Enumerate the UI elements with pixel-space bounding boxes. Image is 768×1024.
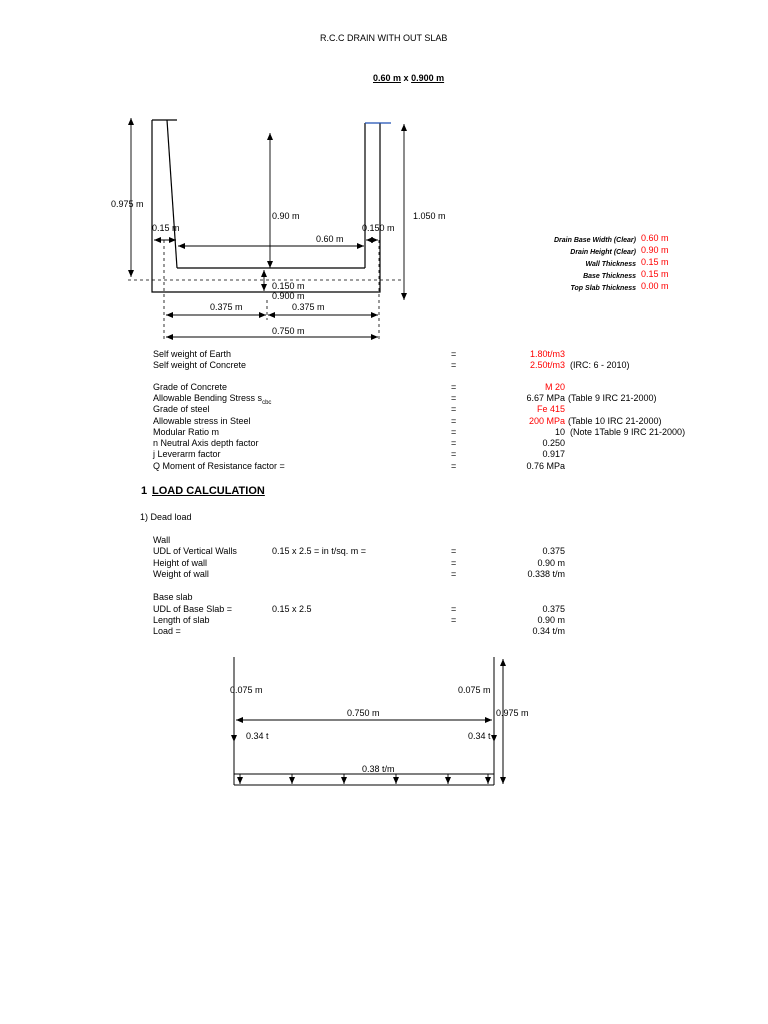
prop-note: (Table 9 IRC 21-2000) — [568, 393, 657, 403]
prop-note: (IRC: 6 - 2010) — [570, 360, 630, 370]
input-legend — [520, 233, 680, 293]
wall-row-label: Height of wall — [153, 558, 208, 568]
wall-row-eq: = — [451, 558, 457, 568]
dead-load-heading: 1) Dead load — [140, 512, 192, 522]
prop-label: Self weight of Earth — [153, 349, 232, 359]
label-right-offset: 0.075 m — [458, 685, 491, 695]
legend-label: Drain Height (Clear) — [570, 249, 636, 256]
prop-eq: = — [451, 416, 457, 426]
label-dim-900: 0.900 m — [272, 291, 305, 301]
base-row-eq: = — [451, 604, 457, 614]
label-right-load: 0.34 t — [468, 731, 491, 741]
prop-eq: = — [451, 360, 457, 370]
prop-label: Modular Ratio m — [153, 427, 220, 437]
prop-value: 1.80t/m3 — [529, 349, 565, 359]
base-row-formula: 0.15 x 2.5 — [272, 604, 312, 614]
prop-eq: = — [451, 427, 457, 437]
prop-eq: = — [451, 404, 457, 414]
legend-value: 0.15 m — [641, 257, 669, 267]
label-left-height: 0.975 m — [111, 199, 144, 209]
prop-value: M 20 — [544, 382, 565, 392]
label-right-wall: 0.150 m — [362, 223, 395, 233]
prop-label: Grade of steel — [153, 404, 210, 414]
prop-label: Self weight of Concrete — [153, 360, 247, 370]
legend-label: Wall Thickness — [585, 261, 636, 268]
wall-row-value: 0.90 m — [537, 558, 565, 568]
udl-arrows — [240, 774, 488, 784]
prop-note: (Table 10 IRC 21-2000) — [568, 416, 662, 426]
label-clear-width: 0.60 m — [316, 234, 344, 244]
base-row-value: 0.90 m — [537, 615, 565, 625]
wall-row-label: Weight of wall — [153, 569, 209, 579]
drain-width: 0.60 m — [373, 73, 402, 83]
prop-label: j Leverarm factor — [153, 449, 221, 459]
wall-row-value: 0.338 t/m — [527, 569, 565, 579]
drain-height: 0.900 m — [411, 73, 445, 83]
prop-eq: = — [451, 382, 457, 392]
legend-value: 0.15 m — [641, 269, 669, 279]
base-row-value: 0.34 t/m — [532, 626, 565, 636]
wall-row-formula: 0.15 x 2.5 = in t/sq. m = — [272, 546, 367, 556]
base-row-label: Load = — [153, 626, 181, 636]
section-number: 1 — [141, 485, 148, 497]
prop-eq: = — [451, 461, 457, 471]
prop-eq: = — [451, 438, 457, 448]
wall-row-value: 0.375 — [542, 546, 565, 556]
prop-value: 0.250 — [542, 438, 565, 448]
drain-size-x: x — [403, 73, 409, 83]
prop-label-text: Allowable Bending Stress s — [153, 393, 263, 403]
prop-eq: = — [451, 449, 457, 459]
prop-note: (Note 1Table 9 IRC 21-2000) — [570, 427, 686, 437]
prop-label: Grade of Concrete — [153, 382, 228, 392]
prop-value: Fe 415 — [536, 404, 565, 414]
label-left-wall: 0.15 m — [152, 223, 180, 233]
label-height: 0.975 m — [496, 708, 529, 718]
prop-label-sub: cbc — [262, 399, 272, 406]
legend-label: Base Thickness — [583, 273, 636, 280]
prop-eq: = — [451, 349, 457, 359]
label-base-thk: 0.150 m — [272, 281, 305, 291]
wall-row-label: UDL of Vertical Walls — [153, 546, 237, 556]
base-row-label: Length of slab — [153, 615, 210, 625]
legend-value: 0.60 m — [641, 233, 669, 243]
label-span: 0.750 m — [347, 708, 380, 718]
wall-heading: Wall — [153, 535, 171, 545]
legend-value: 0.90 m — [641, 245, 669, 255]
base-heading: Base slab — [153, 592, 193, 602]
label-total: 0.750 m — [272, 326, 305, 336]
label-udl: 0.38 t/m — [362, 764, 395, 774]
legend-label: Top Slab Thickness — [570, 285, 636, 292]
prop-value: 6.67 MPa — [526, 393, 565, 403]
wall-row-eq: = — [451, 569, 457, 579]
section-title: LOAD CALCULATION — [152, 485, 265, 497]
legend-value: 0.00 m — [641, 281, 669, 291]
prop-value: 0.917 — [542, 449, 565, 459]
prop-label: Allowable stress in Steel — [153, 416, 251, 426]
drain-outline — [152, 120, 380, 292]
page-title: R.C.C DRAIN WITH OUT SLAB — [320, 33, 448, 43]
legend-label: Drain Base Width (Clear) — [553, 237, 636, 244]
base-row-value: 0.375 — [542, 604, 565, 614]
base-row-eq: = — [451, 615, 457, 625]
prop-eq: = — [451, 393, 457, 403]
label-half-left: 0.375 m — [210, 302, 243, 312]
label-left-offset: 0.075 m — [230, 685, 263, 695]
label-left-load: 0.34 t — [246, 731, 269, 741]
wall-row-eq: = — [451, 546, 457, 556]
base-row-label: UDL of Base Slab = — [153, 604, 232, 614]
prop-value: 200 MPa — [528, 416, 565, 426]
prop-value: 2.50t/m3 — [529, 360, 565, 370]
prop-value: 10 — [554, 427, 565, 437]
label-inner-height: 0.90 m — [272, 211, 300, 221]
prop-label: n Neutral Axis depth factor — [153, 438, 259, 448]
label-right-height: 1.050 m — [413, 211, 446, 221]
prop-label: Q Moment of Resistance factor = — [153, 461, 285, 471]
prop-value: 0.76 MPa — [526, 461, 565, 471]
label-half-right: 0.375 m — [292, 302, 325, 312]
